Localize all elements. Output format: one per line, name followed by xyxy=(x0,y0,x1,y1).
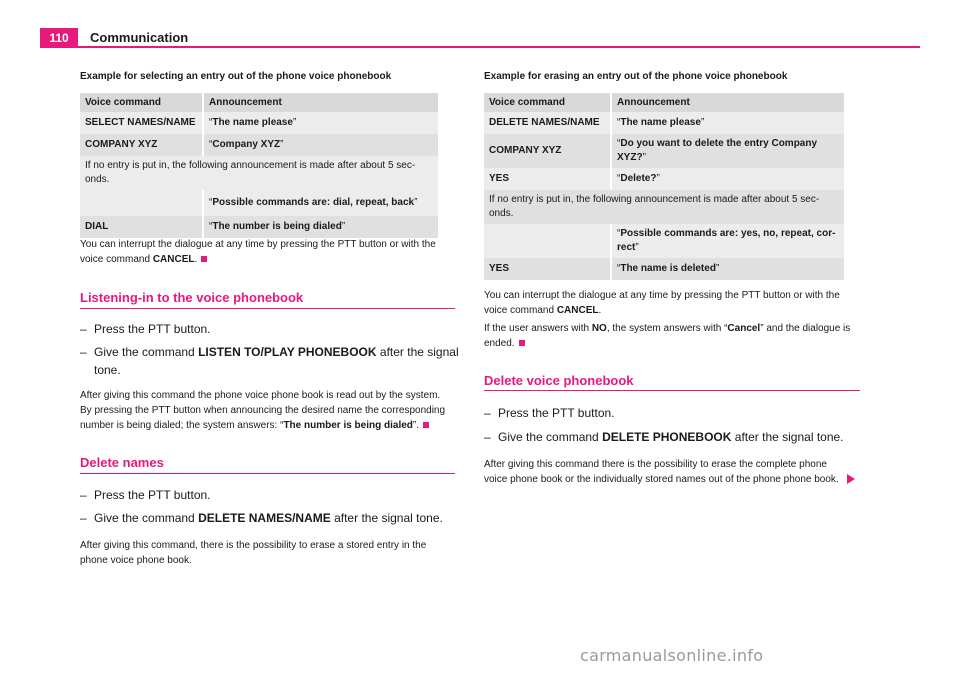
step-item: – Press the PTT button. xyxy=(484,406,615,420)
step-item: – Give the command DELETE NAMES/NAME after the signal tone. xyxy=(80,511,443,525)
section-rule xyxy=(484,390,860,391)
page-number: 110 xyxy=(40,28,78,48)
table-header-row xyxy=(80,93,438,112)
table-row xyxy=(484,134,844,168)
announcement: “Delete?” xyxy=(612,168,844,190)
col-header-command: Voice command xyxy=(484,93,612,112)
section-title-delete-names: Delete names xyxy=(80,455,164,470)
table-row xyxy=(484,224,844,258)
left-interrupt-paragraph: You can interrupt the dialogue at any time by pressing the PTT button or with the voice command CANCEL. xyxy=(80,239,436,265)
col-header-command: Voice command xyxy=(80,93,204,112)
delete-phonebook-body: After giving this command there is the possibility to erase the complete phone voice phone book or the individually stored names out of the phone phone book. xyxy=(484,457,874,487)
voice-command: DIAL xyxy=(80,216,204,238)
section-rule xyxy=(80,308,455,309)
table-note-row xyxy=(80,156,438,190)
announcement: “Possible commands are: yes, no, repeat, cor- rect” xyxy=(612,224,844,258)
end-of-section-icon xyxy=(423,422,429,428)
col-header-announcement: Announcement xyxy=(204,93,438,112)
table-header-row xyxy=(484,93,844,112)
right-voice-table xyxy=(484,93,844,280)
voice-command: YES xyxy=(484,168,612,190)
listening-body: After giving this command the phone voice phone book is read out by the system. By pressing the PTT button when announcing the desired name the corresponding number is being dialed; the system answers: “The number is being dialed”. xyxy=(80,390,446,431)
table-row xyxy=(484,258,844,280)
table-note: If no entry is put in, the following announcement is made after about 5 sec-onds. xyxy=(80,156,438,190)
answer-no-paragraph: If the user answers with NO, the system answers with “Cancel” and the dialogue is ended. xyxy=(484,323,851,349)
section-rule xyxy=(80,473,455,474)
step-item: – Give the command LISTEN TO/PLAY PHONEBOOK after the signal tone. xyxy=(80,345,459,377)
delete-names-body: After giving this command, there is the possibility to erase a stored entry in the phone voice phone book. xyxy=(80,540,427,566)
end-of-section-icon xyxy=(201,256,207,262)
voice-command: DELETE NAMES/NAME xyxy=(484,112,612,134)
left-example-title: Example for selecting an entry out of the phone voice phonebook xyxy=(80,71,392,82)
continue-arrow-icon xyxy=(847,474,855,484)
page-header xyxy=(40,28,920,48)
right-interrupt-paragraph: You can interrupt the dialogue at any time by pressing the PTT button or with the voice command CANCEL. xyxy=(484,290,840,316)
step-item: – Press the PTT button. xyxy=(80,322,211,336)
step-item: – Give the command DELETE PHONEBOOK after the signal tone. xyxy=(484,430,844,444)
chapter-title: Communication xyxy=(90,30,189,45)
announcement: “Possible commands are: dial, repeat, back” xyxy=(204,190,438,216)
announcement: “Company XYZ” xyxy=(204,134,438,156)
voice-command: SELECT NAMES/NAME xyxy=(80,112,204,134)
section-title-delete-phonebook: Delete voice phonebook xyxy=(484,373,634,388)
right-example-title: Example for erasing an entry out of the phone voice phonebook xyxy=(484,71,788,82)
watermark: carmanualsonline.info xyxy=(580,646,764,665)
step-item: – Press the PTT button. xyxy=(80,488,211,502)
table-row xyxy=(484,112,844,134)
voice-command: COMPANY XYZ xyxy=(80,134,204,156)
voice-command: YES xyxy=(484,258,612,280)
table-row xyxy=(80,190,438,216)
table-row xyxy=(80,112,438,134)
announcement: “The name please” xyxy=(612,112,844,134)
table-row xyxy=(80,134,438,156)
section-title-listening: Listening-in to the voice phonebook xyxy=(80,290,304,305)
table-row xyxy=(484,168,844,190)
header-rule xyxy=(40,46,920,48)
table-note-row xyxy=(484,190,844,224)
announcement: “The name is deleted” xyxy=(612,258,844,280)
col-header-announcement: Announcement xyxy=(612,93,844,112)
left-voice-table xyxy=(80,93,438,238)
announcement: “Do you want to delete the entry Company XYZ?” xyxy=(612,134,844,168)
announcement: “The number is being dialed” xyxy=(204,216,438,238)
voice-command: COMPANY XYZ xyxy=(484,134,612,168)
announcement: “The name please” xyxy=(204,112,438,134)
table-note: If no entry is put in, the following announcement is made after about 5 sec-onds. xyxy=(484,190,844,224)
end-of-section-icon xyxy=(519,340,525,346)
table-row xyxy=(80,216,438,238)
